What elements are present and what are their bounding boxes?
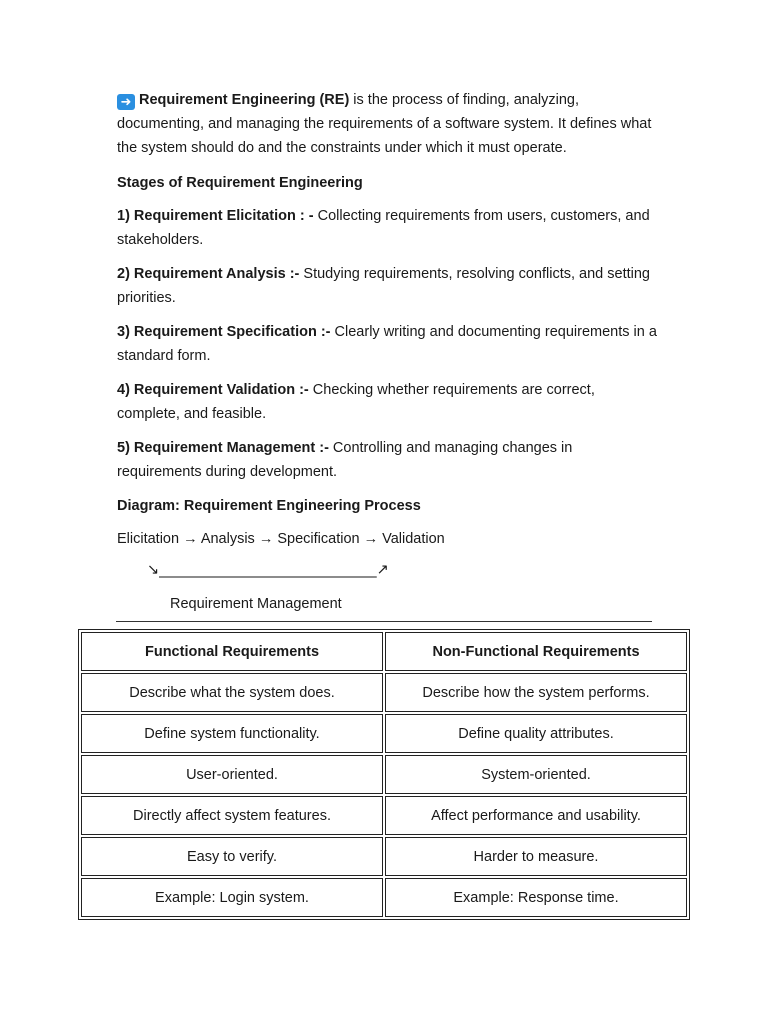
stage-item: [117, 320, 657, 368]
table-cell: Example: Response time.: [385, 878, 687, 917]
table-cell: Describe how the system performs.: [385, 673, 687, 712]
diagram-heading: Diagram: Requirement Engineering Process: [117, 498, 421, 514]
stage-label: 5) Requirement Management :-: [117, 440, 333, 456]
table-header-nonfunctional: Non-Functional Requirements: [385, 632, 687, 671]
intro-term: Requirement Engineering (RE): [139, 92, 350, 108]
table-row: [81, 673, 687, 712]
stage-item: [117, 436, 657, 484]
table-cell: Directly affect system features.: [81, 796, 383, 835]
table-row: [81, 755, 687, 794]
table-cell: Describe what the system does.: [81, 673, 383, 712]
stage-label: 2) Requirement Analysis :-: [117, 266, 304, 282]
table-row: [81, 837, 687, 876]
table-cell: Affect performance and usability.: [385, 796, 687, 835]
stages-heading: Stages of Requirement Engineering: [117, 175, 363, 191]
right-arrow-icon: ➜: [117, 94, 135, 110]
intro-paragraph: [117, 88, 657, 160]
table-row: [81, 796, 687, 835]
table-cell: Easy to verify.: [81, 837, 383, 876]
diagram-flow: Elicitation → Analysis → Specification → Validation: [117, 531, 445, 547]
requirements-table: [78, 629, 690, 920]
table-row: [81, 714, 687, 753]
table-cell: Example: Login system.: [81, 878, 383, 917]
stage-label: 3) Requirement Specification :-: [117, 324, 335, 340]
table-cell: System-oriented.: [385, 755, 687, 794]
stage-label: 4) Requirement Validation :-: [117, 382, 313, 398]
table-cell: User-oriented.: [81, 755, 383, 794]
stage-text: Clearly writing and documenting requirements in a standard form.: [117, 324, 657, 364]
stage-item: [117, 204, 657, 252]
diagram-loop-line: ↘______________________________↗: [147, 562, 389, 578]
table-row: [81, 878, 687, 917]
stage-item: [117, 262, 657, 310]
table-header-row: [81, 632, 687, 671]
intro-text: is the process of finding, analyzing, documenting, and managing the requirements of a software system. It defines what the system should do and the constraints under which it must operate.: [117, 92, 652, 156]
diagram-management-label: Requirement Management: [170, 596, 342, 612]
stage-text: Studying requirements, resolving conflicts, and setting priorities.: [117, 266, 650, 306]
table-cell: Define system functionality.: [81, 714, 383, 753]
horizontal-rule: [116, 621, 652, 622]
table-cell: Define quality attributes.: [385, 714, 687, 753]
stage-text: Controlling and managing changes in requirements during development.: [117, 440, 573, 480]
stage-label: 1) Requirement Elicitation : -: [117, 208, 318, 224]
table-header-functional: Functional Requirements: [81, 632, 383, 671]
stage-text: Collecting requirements from users, customers, and stakeholders.: [117, 208, 650, 248]
stage-item: [117, 378, 657, 426]
table-cell: Harder to measure.: [385, 837, 687, 876]
stage-text: Checking whether requirements are correct, complete, and feasible.: [117, 382, 595, 422]
